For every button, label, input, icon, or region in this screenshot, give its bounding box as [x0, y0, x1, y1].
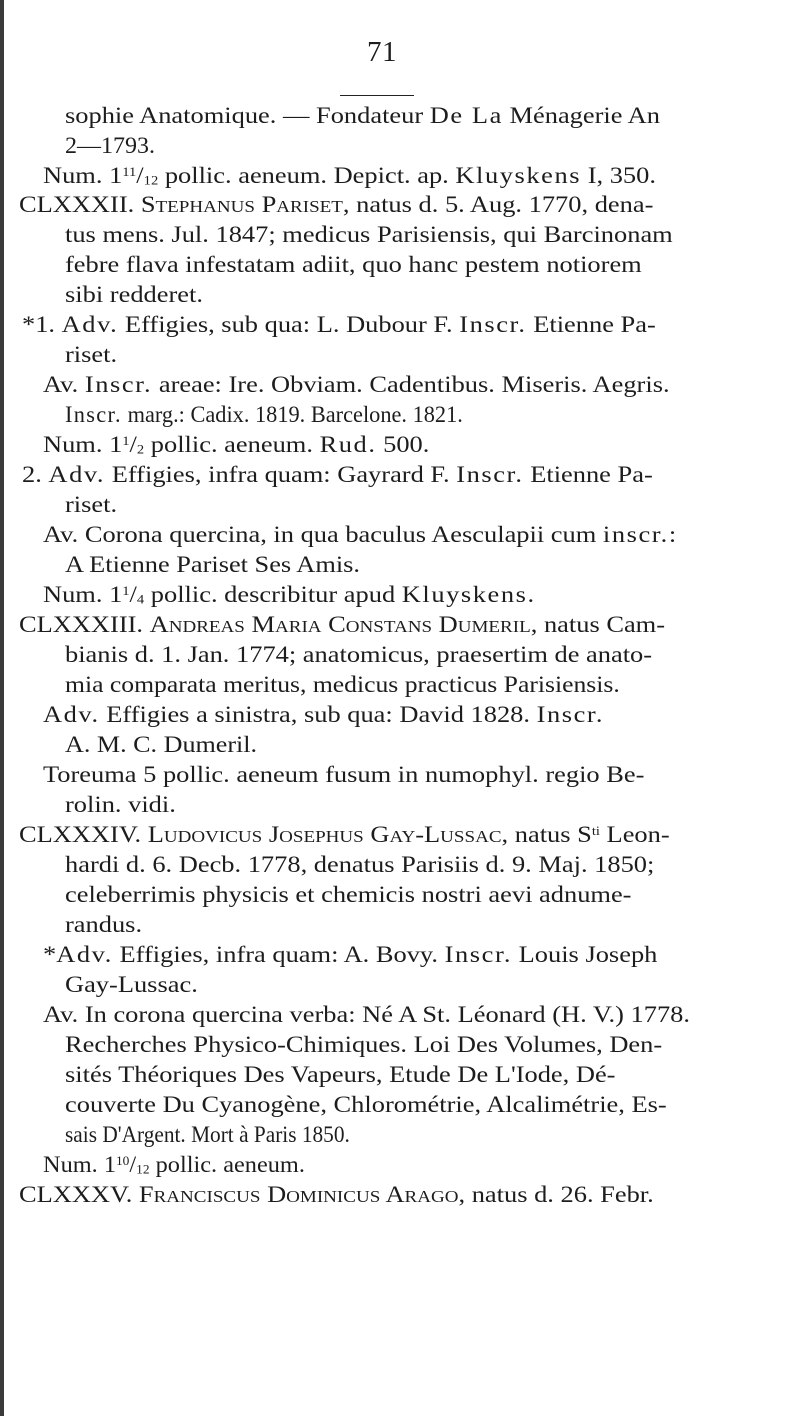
person-name: Stephanus Pariset — [140, 192, 343, 218]
text-segment: Leon- — [599, 822, 670, 848]
text-segment: Inscr. — [84, 372, 153, 398]
person-name: Franciscus Dominicus Arago — [138, 1182, 459, 1208]
text-line — [65, 1030, 662, 1060]
text-segment: Num. 1 — [43, 582, 123, 608]
text-line — [65, 790, 176, 820]
text-segment: Recherches Physico-Chimiques. Loi Des Volumes, Den- — [65, 1032, 663, 1058]
text-line — [19, 610, 665, 640]
text-line — [65, 640, 652, 670]
text-line — [65, 550, 360, 580]
text-segment: / — [129, 432, 137, 458]
text-segment: Ménagerie An — [502, 103, 660, 129]
subscript: 12 — [143, 172, 159, 188]
text-line — [65, 1120, 350, 1150]
text-line — [43, 940, 657, 970]
text-segment: bianis d. 1. Jan. 1774; anatomicus, praesertim de anato- — [65, 642, 653, 668]
text-segment: sibi redderet. — [65, 282, 203, 308]
text-segment: sités Théoriques Des Vapeurs, Etude De L'Iode, Dé- — [65, 1062, 616, 1088]
text-segment: Gay-Lussac. — [65, 972, 198, 998]
text-segment: A Etienne Pariset Ses Amis. — [65, 552, 361, 578]
text-segment: febre flava infestatam adiit, quo hanc pestem notiorem — [65, 252, 642, 278]
text-line — [43, 430, 429, 460]
text-segment: sais D'Argent. Mort à Paris 1850. — [65, 1122, 350, 1148]
text-segment: Inscr. — [65, 402, 122, 428]
text-segment: Louis Joseph — [512, 942, 658, 968]
text-segment: pollic. aeneum. — [144, 432, 320, 458]
text-line — [65, 880, 631, 910]
text-line — [65, 400, 463, 430]
text-segment: rolin. vidi. — [65, 792, 176, 818]
text-line — [65, 910, 142, 940]
subscript: 4 — [136, 591, 145, 607]
text-segment: Av. In corona quercina verba: Né A St. Léonard (H. V.) 1778. — [43, 1002, 691, 1028]
text-line — [19, 1180, 654, 1210]
text-segment: Num. 1 — [43, 432, 123, 458]
text-line — [19, 820, 670, 850]
text-segment: mia comparata meritus, medicus practicus Parisiensis. — [65, 672, 620, 698]
text-line — [65, 970, 198, 1000]
text-segment: Effigies, infra quam: A. Bovy. — [112, 942, 445, 968]
text-line — [65, 670, 620, 700]
text-line — [22, 460, 653, 490]
text-segment: 2—1793. — [65, 133, 155, 159]
subscript: 12 — [136, 1161, 150, 1177]
text-line — [43, 161, 656, 191]
text-segment: , natus d. 5. Aug. 1770, dena- — [342, 192, 654, 218]
text-line — [65, 730, 257, 760]
text-segment: sophie Anatomique. — Fondateur — [65, 103, 430, 129]
text-segment: celeberrimis physicis et chemicis nostri aevi adnume- — [65, 882, 632, 908]
text-segment: I, 350. — [581, 163, 656, 189]
text-segment: Kluyskens — [455, 163, 582, 189]
text-segment: Adv. — [61, 312, 119, 338]
person-name: Andreas Maria Constans Dumeril — [149, 612, 531, 638]
text-segment: , natus Cam- — [530, 612, 666, 638]
superscript: ti — [591, 822, 600, 838]
text-segment: Inscr. — [444, 942, 513, 968]
text-line — [65, 280, 203, 310]
text-line — [22, 310, 656, 340]
text-line — [43, 1150, 305, 1180]
text-segment: Effigies a sinistra, sub qua: David 1828. — [99, 702, 537, 728]
text-line — [43, 760, 644, 790]
text-line — [43, 370, 670, 400]
superscript: 10 — [115, 1152, 130, 1168]
text-segment: Adv. — [56, 942, 113, 968]
scan-edge — [0, 0, 4, 1416]
text-segment: , natus S — [501, 822, 592, 848]
text-line — [65, 1090, 667, 1120]
text-segment: Effigies, infra quam: Gayrard F. — [105, 462, 457, 488]
text-segment: CLXXXIII. — [19, 612, 150, 638]
text-segment: Adv. — [48, 462, 106, 488]
text-line — [65, 250, 642, 280]
text-segment: Kluyskens — [401, 582, 528, 608]
text-line — [43, 700, 604, 730]
text-segment: . — [527, 582, 535, 608]
text-segment: randus. — [65, 912, 143, 938]
text-segment: hardi d. 6. Decb. 1778, denatus Parisiis d. 9. Maj. 1850; — [65, 852, 655, 878]
text-line — [65, 1060, 615, 1090]
person-name: Ludovicus Josephus Gay-Lussac — [147, 822, 502, 848]
text-segment: riset. — [65, 492, 118, 518]
text-segment: riset. — [65, 342, 118, 368]
text-segment: A. M. C. Dumeril. — [65, 732, 258, 758]
superscript: 11 — [122, 163, 137, 179]
text-segment: De La — [429, 103, 503, 129]
text-segment: * — [43, 942, 57, 968]
text-line — [43, 1000, 690, 1030]
text-segment: Av. — [43, 372, 85, 398]
text-segment: CLXXXIV. — [19, 822, 148, 848]
page-number: 71 — [367, 36, 397, 68]
text-segment: pollic. aeneum. Depict. ap. — [158, 163, 456, 189]
text-segment: Inscr. — [459, 312, 527, 338]
text-line — [65, 490, 117, 520]
text-segment: Inscr. — [456, 462, 524, 488]
text-segment: Rud. — [319, 432, 377, 458]
text-segment: CLXXXV. — [19, 1182, 139, 1208]
text-line — [65, 220, 673, 250]
text-segment: pollic. aeneum. — [149, 1152, 305, 1178]
text-segment: / — [129, 1152, 137, 1178]
text-segment: couverte Du Cyanogène, Chlorométrie, Alcalimétrie, Es- — [65, 1092, 667, 1118]
text-segment: Etienne Pa- — [523, 462, 653, 488]
text-line — [65, 340, 117, 370]
text-segment: 500. — [376, 432, 430, 458]
superscript: 1 — [122, 582, 130, 598]
text-segment: marg.: Cadix. 1819. Barcelone. 1821. — [121, 402, 463, 428]
text-segment: Num. 1 — [43, 163, 123, 189]
text-line — [43, 580, 534, 610]
text-segment: *1. — [22, 312, 62, 338]
superscript: 1 — [122, 432, 130, 448]
text-segment: Av. Corona quercina, in qua baculus Aesculapii cum — [43, 522, 603, 548]
text-segment: pollic. describitur apud — [144, 582, 402, 608]
text-segment: / — [136, 163, 144, 189]
text-line — [65, 131, 155, 161]
text-line — [65, 101, 660, 131]
text-segment: Effigies, sub qua: L. Dubour F. — [118, 312, 460, 338]
text-segment: , natus d. 26. Febr. — [458, 1182, 654, 1208]
page-number-underline — [340, 95, 414, 96]
text-line — [43, 520, 676, 550]
text-segment: Etienne Pa- — [526, 312, 656, 338]
subscript: 2 — [136, 441, 145, 457]
text-segment: : — [668, 522, 677, 548]
text-segment: Toreuma 5 pollic. aeneum fusum in numophyl. regio Be- — [43, 762, 645, 788]
text-segment: areae: Ire. Obviam. Cadentibus. Miseris. Aegris. — [152, 372, 670, 398]
text-segment: 2. — [22, 462, 49, 488]
text-line — [19, 190, 653, 220]
text-segment: CLXXXII. — [19, 192, 141, 218]
text-segment: Adv. — [43, 702, 100, 728]
text-line — [65, 850, 654, 880]
text-segment: / — [129, 582, 137, 608]
text-segment: Inscr. — [536, 702, 605, 728]
text-segment: Num. 1 — [43, 1152, 116, 1178]
text-segment: inscr. — [602, 522, 669, 548]
text-segment: tus mens. Jul. 1847; medicus Parisiensis, qui Barcinonam — [65, 222, 673, 248]
